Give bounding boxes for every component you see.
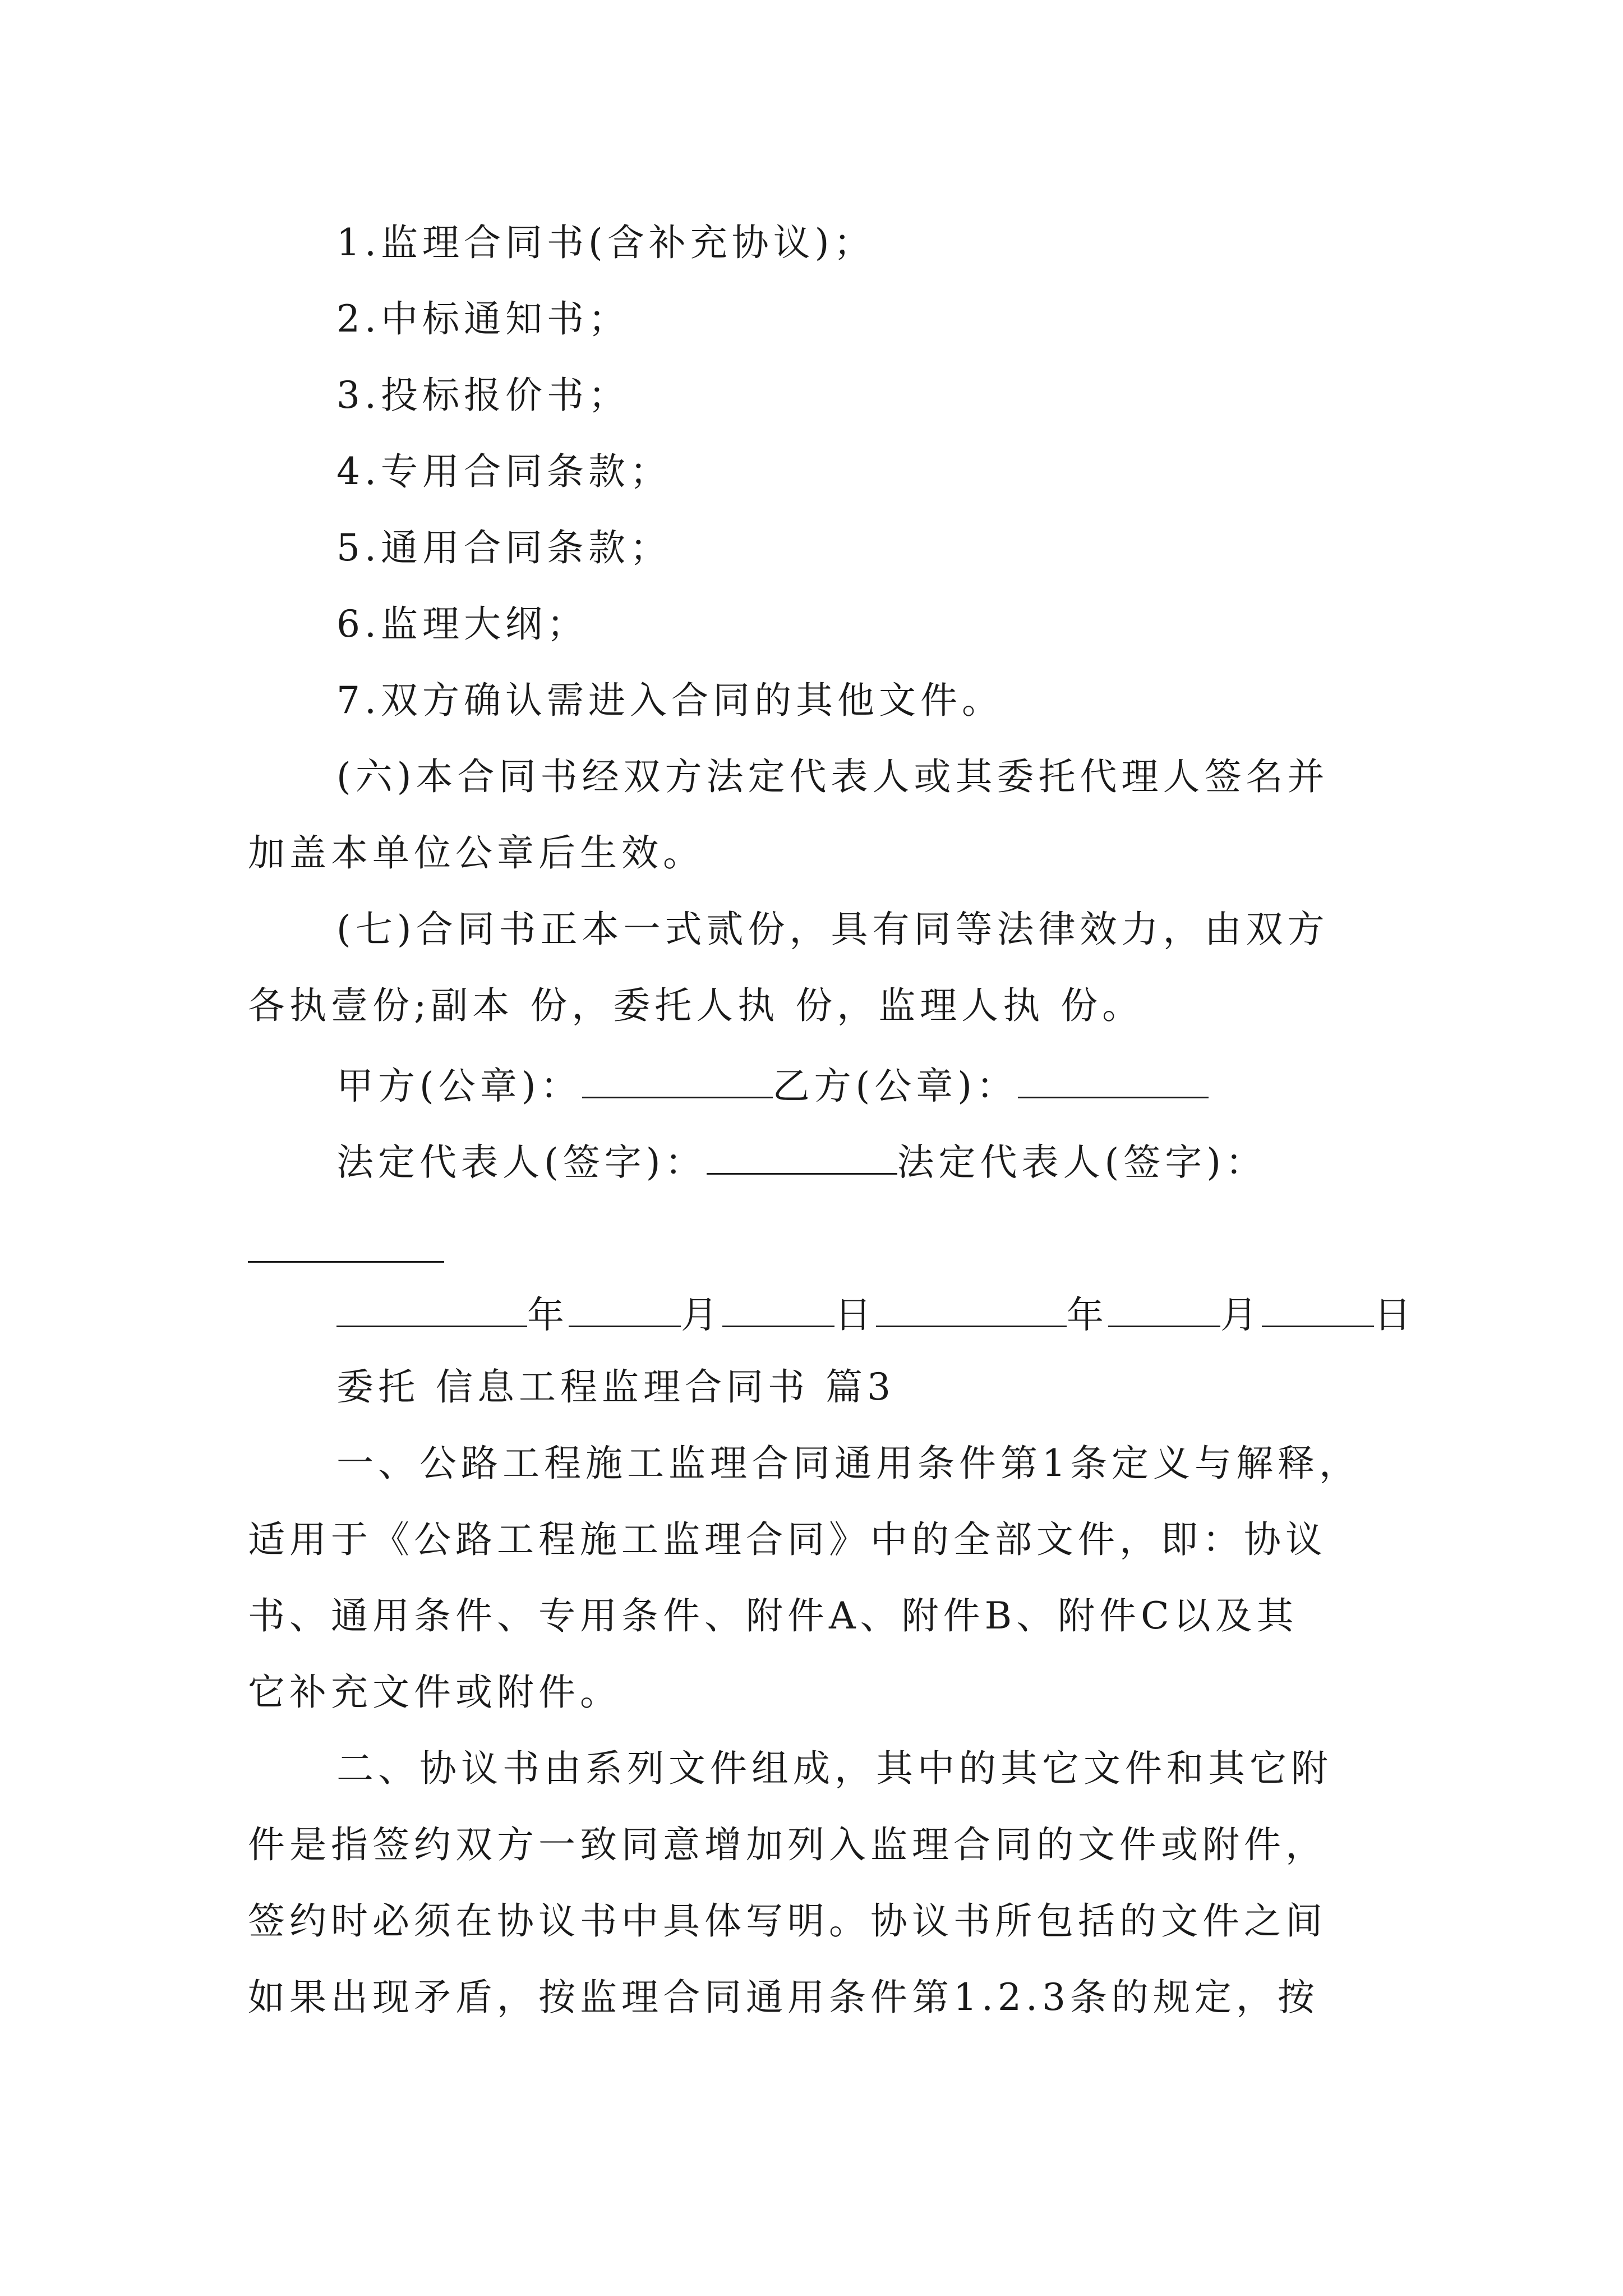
paragraph-line: 一、公路工程施工监理合同通用条件第1条定义与解释， (336, 1442, 1361, 1485)
month-blank (569, 1292, 681, 1327)
day-blank (1262, 1292, 1374, 1327)
day-label: 日 (1374, 1293, 1415, 1337)
month-label: 月 (681, 1293, 722, 1337)
seal-line (336, 1064, 1209, 1108)
party-a-blank (582, 1064, 773, 1098)
section-title: 委托 信息工程监理合同书 篇3 (336, 1365, 895, 1409)
month-label: 月 (1220, 1293, 1262, 1337)
rep-a-blank (707, 1140, 897, 1175)
paragraph-line: 件是指签约双方一致同意增加列入监理合同的文件或附件， (248, 1823, 1327, 1866)
paragraph-line: (七)合同书正本一式贰份，具有同等法律效力，由双方 (336, 908, 1329, 951)
date-line (336, 1292, 1415, 1337)
rep-b-label: 法定代表人(签字)： (897, 1140, 1267, 1184)
list-item: 5.通用合同条款； (336, 526, 671, 569)
day-blank (722, 1292, 834, 1327)
list-item: 1.监理合同书(含补充协议)； (336, 221, 875, 264)
paragraph-line: (六)本合同书经双方法定代表人或其委托代理人签名并 (336, 755, 1329, 798)
list-item: 2.中标通知书； (336, 297, 630, 341)
list-item: 3.投标报价书； (336, 374, 630, 417)
paragraph-line: 适用于《公路工程施工监理合同》中的全部文件，即：协议 (248, 1518, 1327, 1561)
paragraph-line: 各执壹份;副本 份，委托人执 份，监理人执 份。 (248, 984, 1144, 1027)
month-blank (1108, 1292, 1220, 1327)
paragraph-line: 它补充文件或附件。 (248, 1671, 621, 1714)
paragraph-line: 签约时必须在协议书中具体写明。协议书所包括的文件之间 (248, 1899, 1327, 1943)
paragraph-line: 二、协议书由系列文件组成，其中的其它文件和其它附 (336, 1747, 1332, 1790)
representative-line (336, 1140, 1267, 1184)
party-b-label: 乙方(公章)： (772, 1064, 1018, 1108)
party-a-label: 甲方(公章)： (336, 1064, 582, 1108)
list-item: 6.监理大纲； (336, 602, 588, 646)
paragraph-line: 书、通用条件、专用条件、附件A、附件B、附件C以及其 (248, 1594, 1298, 1637)
rep-a-label: 法定代表人(签字)： (336, 1140, 707, 1184)
list-item: 7.双方确认需进入合同的其他文件。 (336, 679, 1003, 722)
rep-b-blank (248, 1261, 444, 1263)
year-blank (336, 1292, 527, 1327)
year-label: 年 (1067, 1293, 1108, 1337)
party-b-blank (1018, 1064, 1209, 1098)
year-blank (876, 1292, 1067, 1327)
day-label: 日 (834, 1293, 876, 1337)
list-item: 4.专用合同条款； (336, 450, 671, 493)
paragraph-line: 如果出现矛盾，按监理合同通用条件第1.2.3条的规定，按 (248, 1976, 1319, 2019)
paragraph-line: 加盖本单位公章后生效。 (248, 831, 704, 875)
year-label: 年 (527, 1293, 569, 1337)
